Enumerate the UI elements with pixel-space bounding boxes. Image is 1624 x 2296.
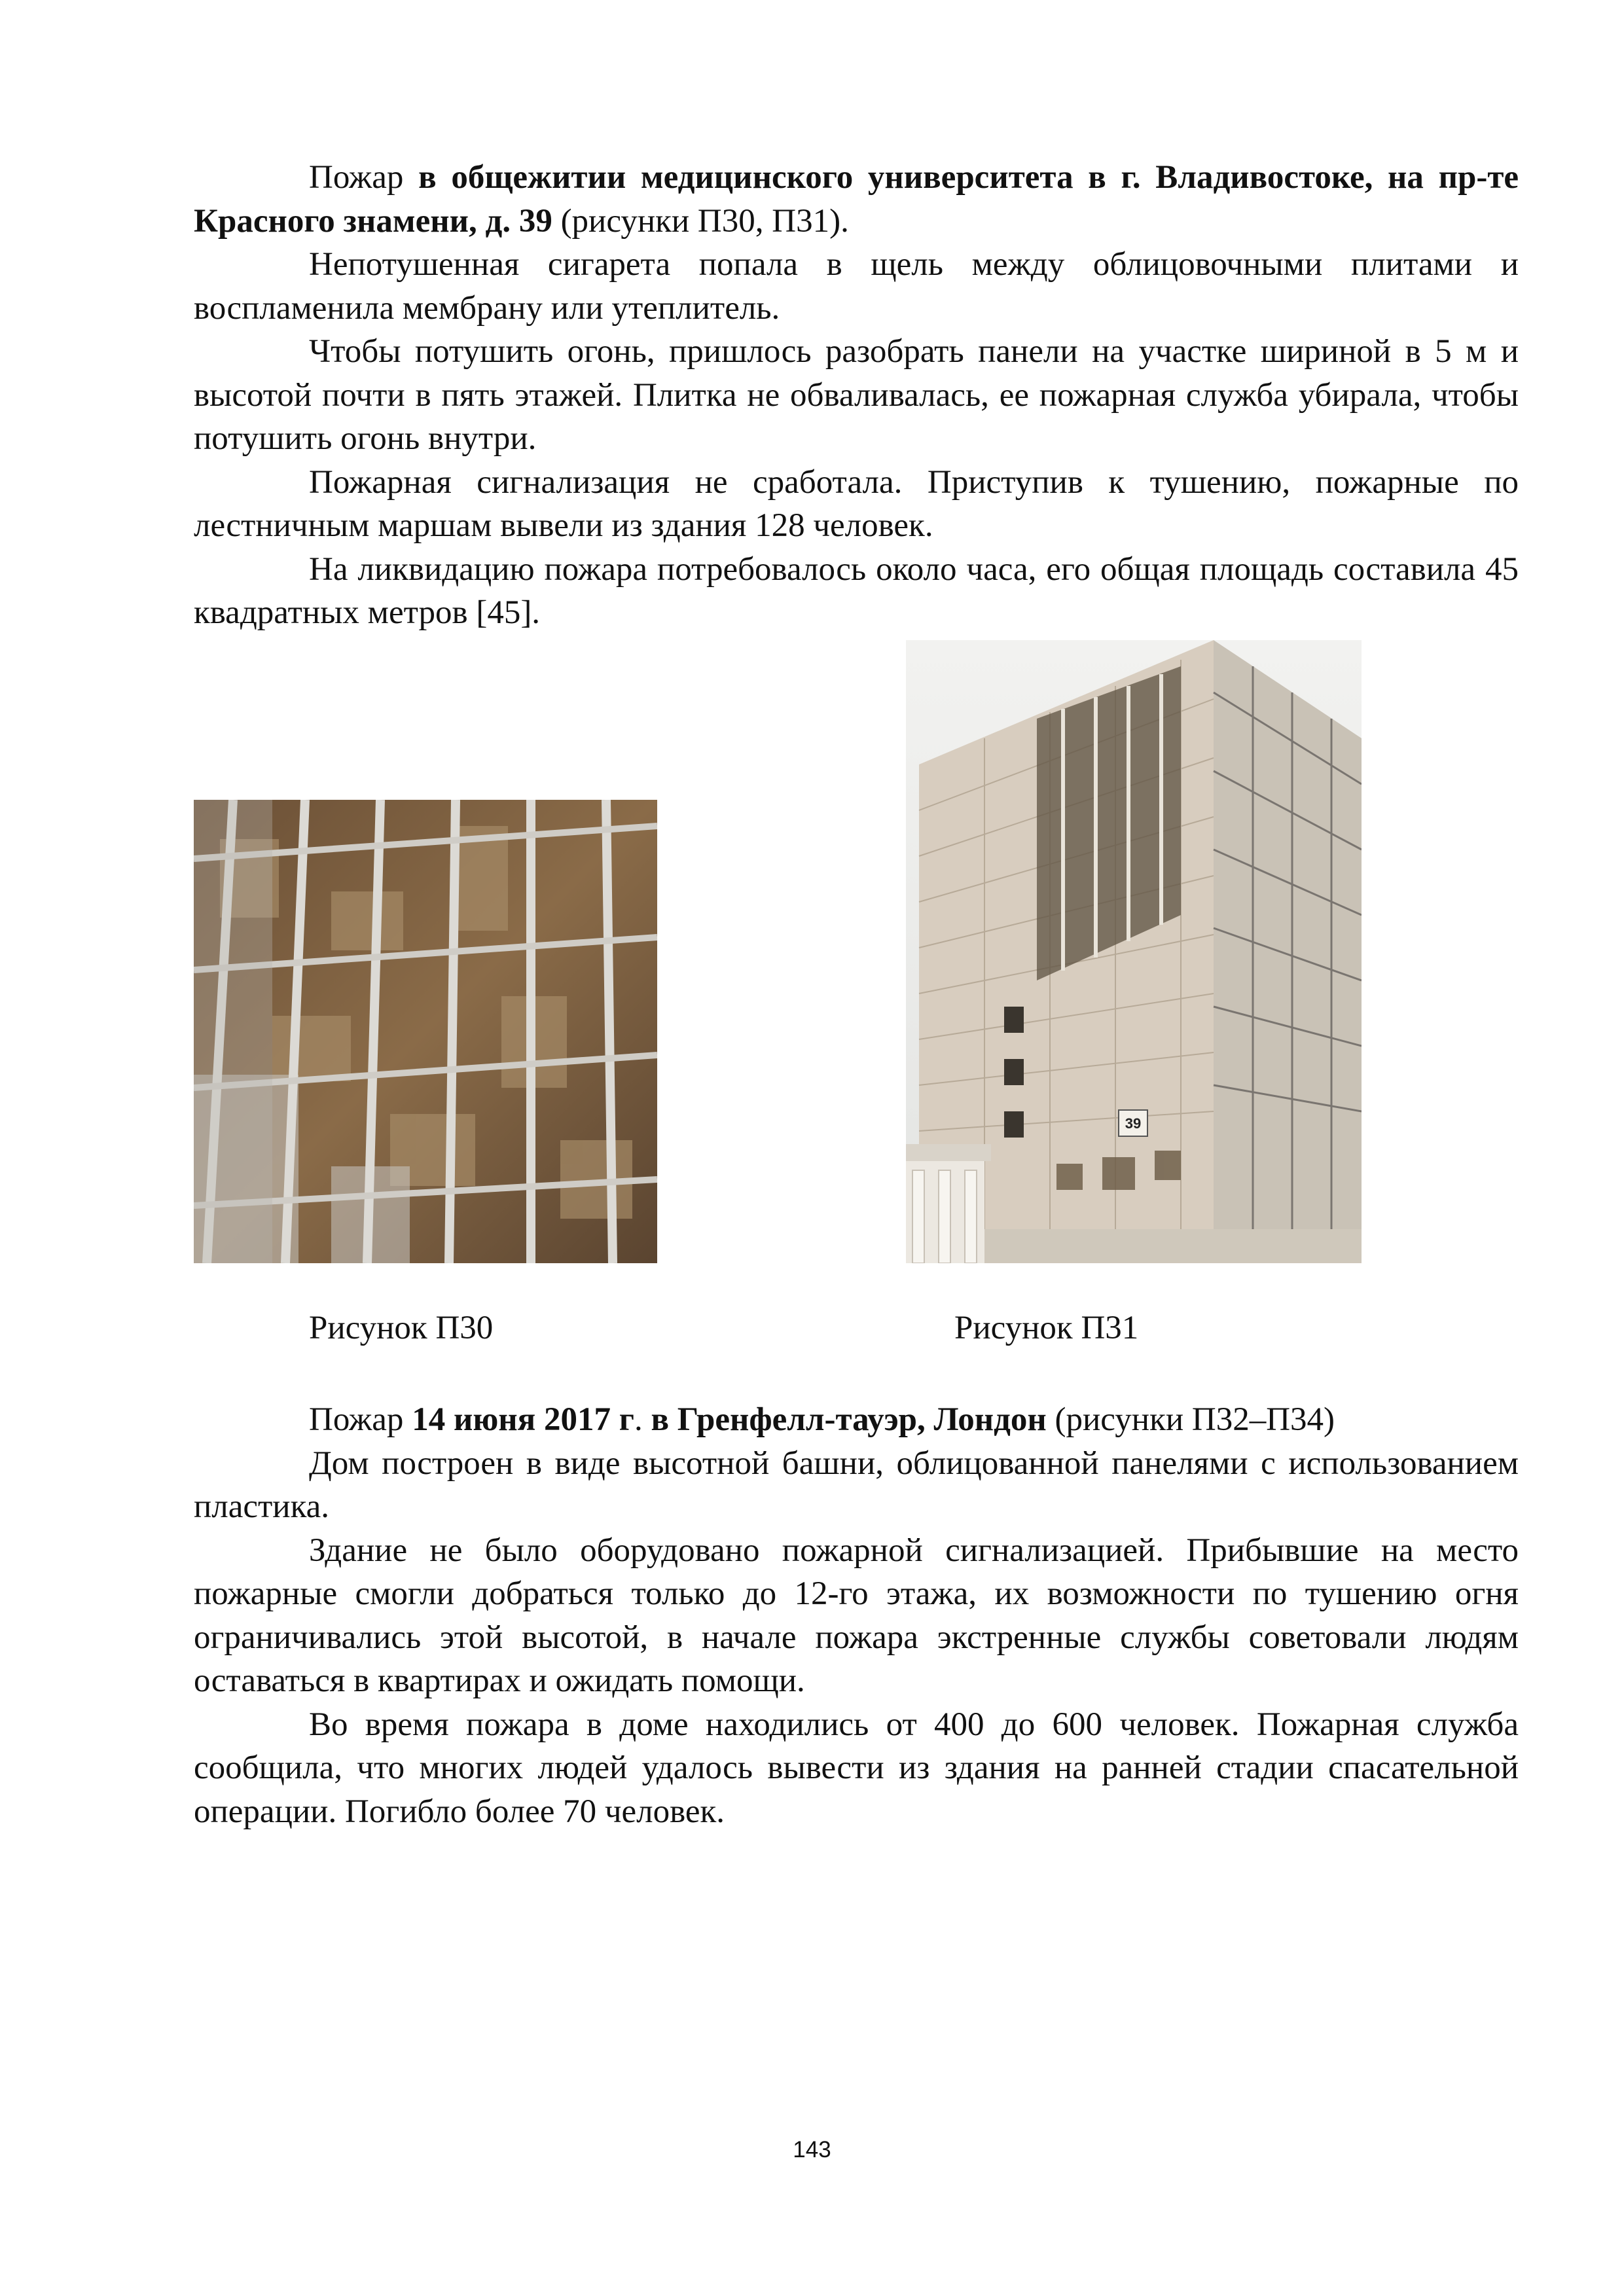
paragraph: Пожарная сигнализация не сработала. Приступив к тушению, пожарные по лестничным маршам вывели из здания 128 человек. bbox=[194, 463, 1519, 544]
figure-p30-photo bbox=[194, 800, 657, 1263]
paragraph: Непотушенная сигарета попала в щель между облицовочными плитами и воспламенила мембрану или утеплитель. bbox=[194, 246, 1519, 327]
text-run: Пожар bbox=[309, 159, 419, 196]
paragraph: Дом построен в виде высотной башни, облицованной панелями с использованием пластика. bbox=[194, 1444, 1519, 1525]
building-facade-illustration bbox=[906, 640, 1362, 1263]
bold-location: в общежитии медицинского университета в г. Владивостоке, на пр-те Красного знамени, д. 39 bbox=[194, 159, 1519, 240]
text-run: (рисунки П32–П34) bbox=[1046, 1401, 1335, 1438]
figure-p31-photo bbox=[906, 640, 1362, 1263]
paragraph: Во время пожара в доме находились от 400 до 600 человек. Пожарная служба сообщила, что многих людей удалось вывести из здания на ранней стадии спасательной операции. Погибло более 70 человек. bbox=[194, 1706, 1519, 1830]
paragraph-intro bbox=[194, 1398, 1519, 1442]
paragraph: Здание не было оборудовано пожарной сигнализацией. Прибывшие на место пожарные смогли добраться только до 12-го этажа, их возможности по тушению огня ограничивались этой высотой, в начале пожара экстренные службы советовали людям оставаться в квартирах и ожидать помощи. bbox=[194, 1532, 1519, 1699]
text-run: Пожар bbox=[309, 1401, 412, 1438]
section-vladivostok bbox=[194, 156, 1519, 635]
bold-date: 14 июня 2017 г bbox=[412, 1401, 634, 1438]
figure-p30-caption: Рисунок П30 bbox=[309, 1310, 494, 1346]
house-number-sign: 39 bbox=[1125, 1115, 1142, 1132]
paragraph: На ликвидацию пожара потребовалось около часа, его общая площадь составила 45 квадратных метров [45]. bbox=[194, 550, 1519, 631]
paragraph-intro bbox=[194, 156, 1519, 243]
section-grenfell bbox=[194, 1398, 1519, 1833]
page-number: 143 bbox=[793, 2137, 831, 2162]
facade-closeup-illustration bbox=[194, 800, 657, 1263]
bold-location: в Гренфелл-тауэр, Лондон bbox=[651, 1401, 1047, 1438]
figure-p31-caption: Рисунок П31 bbox=[954, 1310, 1139, 1346]
paragraph: Чтобы потушить огонь, пришлось разобрать панели на участке шириной в 5 м и высотой почти в пять этажей. Плитка не обваливалась, ее пожарная служба убирала, чтобы потушить огонь внутри. bbox=[194, 333, 1519, 457]
text-run: (рисунки П30, П31). bbox=[552, 202, 849, 240]
text-run: . bbox=[634, 1401, 651, 1438]
